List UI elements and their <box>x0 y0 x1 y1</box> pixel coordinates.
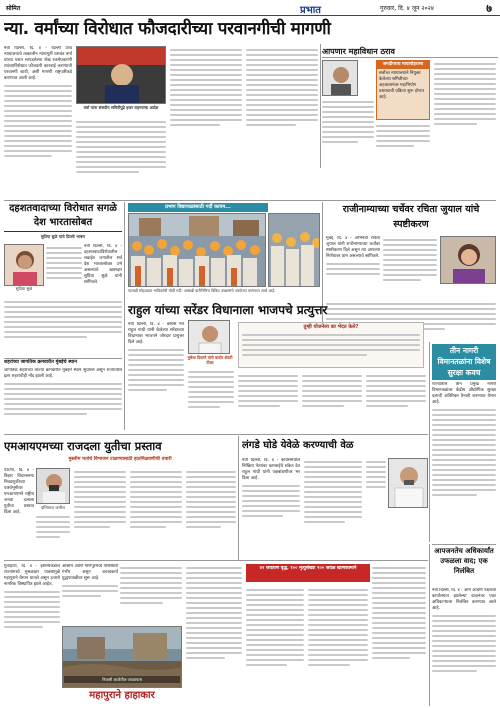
portrait-illustration <box>77 47 166 104</box>
rahul-question-text <box>239 334 423 356</box>
left-story-column-1 <box>46 244 82 296</box>
sidebar-column-1 <box>322 98 374 166</box>
divider <box>322 202 323 342</box>
top-story-lead: नवी दिल्ली, दि. ४ - दिल्ली उच्च न्यायालयाचे तत्कालीन न्यायमूर्ती यशवंत वर्मा यांच्या घरात सापडलेल्या रोख रकमेप्रकरणी त्यांच्याविरोधात फौजदारी कारवाई करण्याची परवानगी द्यावी, अशी मागणी राष्ट्रपतींकडे करण्यात आली आहे. <box>4 46 72 81</box>
divider <box>4 434 428 435</box>
mim-kicker: मुस्लीम मतांचे विभाजन टाळण्यासाठी हातमिळवणीची तयारी <box>68 457 172 462</box>
right-story-photo <box>440 236 496 284</box>
bottom-column-4 <box>186 564 242 706</box>
divider <box>429 342 430 542</box>
langde-photo <box>388 458 428 508</box>
rahul-gandhi-portrait-icon <box>389 459 428 508</box>
divider <box>432 544 496 545</box>
rahul-headline: राहुल यांच्या सरेंडर विधानाला भाजपचे प्रत्युत्तर <box>128 303 328 317</box>
bottom-column-5 <box>246 586 304 706</box>
left-sub-column <box>4 368 122 430</box>
rahul-column-5 <box>366 372 426 432</box>
divider <box>4 200 496 201</box>
rahul-question-box <box>238 322 424 368</box>
newspaper-logo: प्रभात <box>300 5 322 16</box>
center-photo-banner: प्रभाग विद्यापाळांसाठी गर्दी कायम... <box>128 203 268 212</box>
crowd-photo-2 <box>268 213 320 287</box>
top-headline: न्या. वर्मांच्या विरोधात फौजदारीच्या परवानगीची मागणी <box>4 19 331 39</box>
mim-headline: एमआयएमच्या राजदला युतीचा प्रस्ताव <box>4 439 162 453</box>
right-story-column-2 <box>383 236 437 298</box>
person-icon <box>323 61 358 96</box>
rahul-photo <box>188 320 230 354</box>
crowd-illustration <box>129 214 266 287</box>
mim-column-3 <box>74 468 126 558</box>
portrait-icon <box>5 245 44 286</box>
left-story-photo-caption: सुप्रिया सुळे <box>15 286 33 291</box>
top-story-column-2 <box>76 118 166 198</box>
left-story-photo <box>4 244 44 286</box>
center-photo-caption: पालखी सोहळ्यात भाविकांची मोठी गर्दी; आषाढी वारीनिमित्त विविध उपक्रमांचे आयोजन करण्यात आले आहे. <box>128 288 276 293</box>
mim-column-2 <box>36 513 70 558</box>
bottom-column-3 <box>120 564 182 624</box>
crowd-illustration-2 <box>269 214 320 287</box>
issue-date: गुरुवार, दि. ४ जून २०२४ <box>380 5 434 12</box>
rahul-text: नवी दिल्ली, दि. ४ - काँग्रेस नेते राहुल गांधी यांनी केलेल्या सरेंडरच्या विधानावर भाजपने जोरदार प्रत्युत्तर दिले आहे. <box>128 322 184 345</box>
sidebar-column-3 <box>434 60 496 166</box>
sidebar-column-2 <box>376 122 430 166</box>
mim-column-1 <box>4 468 34 558</box>
rahul-column-3 <box>238 372 298 432</box>
top-story-column-4 <box>246 46 318 164</box>
mim-text: पाटणा, दि. ४ - बिहार विधानसभा निवडणुकीच्या पार्श्वभूमीवर एमआयएमने राष्ट्रीय जनता दलाला युतीचा प्रस्ताव दिला आहे. <box>4 468 34 515</box>
divider <box>320 44 321 168</box>
page-number: ७ <box>486 2 492 15</box>
sidebar-box-title: जगदीपराय मायापोहराणा <box>377 61 429 69</box>
aap-column <box>432 588 496 706</box>
sidebar-kicker: आपणार महाविधान ठराव <box>322 46 498 58</box>
bottom-red-banner: ४२ जयताण वृद्ध, १०० मृत्युसंख्या ९०० जवळ खाणकामाने <box>246 564 370 582</box>
top-story-column-1 <box>4 46 72 196</box>
left-story-text: नवी दिल्ली, दि. ४ - दहशतवादाविरोधातील लढाईत जगातील सर्व देश भारतासोबत उभे असल्याचे खासदार सुप्रिया सुळे यांनी सांगितले. <box>84 244 122 285</box>
rahul-column-4 <box>302 372 362 432</box>
bottom-text-b: आसाम आणि मणिपूरमध्ये परिस्थिती गंभीर असून बचावकार्य युद्धपातळीवर सुरू आहे. <box>62 564 118 581</box>
sidebar-quote-box <box>376 60 430 120</box>
right-blue-headline: तीन नागरी विमानतळांना विशेष सुरक्षा कवच <box>432 344 496 380</box>
left-sub-headline: शहरांच्या जागतिक क्रमवारीत मुंबईचे स्थान <box>4 358 122 366</box>
rahul-column-1 <box>128 322 184 432</box>
divider <box>238 436 239 560</box>
top-story-photo-caption: वर्मा यांना संसदीय समितीपुढे हजर राहण्याचा आदेश <box>83 105 159 110</box>
masthead <box>0 0 500 16</box>
divider <box>429 544 430 706</box>
politician-portrait-icon <box>189 321 230 354</box>
rahul-question-title: तुम्ही योजनेला का भेदत केले? <box>303 324 359 330</box>
langde-column-1 <box>242 458 300 558</box>
mim-photo-caption: इम्तियाज जलील <box>41 505 65 510</box>
right-story-headline: राजीनाम्याच्या चर्चेवर रचिता जुयाल यांचे स्पष्टीकरण <box>342 204 480 230</box>
top-story-column-3 <box>170 46 242 164</box>
bottom-column-7 <box>372 564 426 706</box>
rahul-photo-caption: मुकेश दिवाणे यांचे कठोर शेवटी टीका <box>187 355 233 365</box>
langde-text: नवी दिल्ली, दि. ४ - काँग्रेसमधील निष्क्रिय नेत्यांवर कारवाईचे संकेत देत राहुल गांधी यांनी पक्षबांधणीवर भर दिला आहे. <box>242 458 300 481</box>
sidebar-photo <box>322 60 358 96</box>
flood-title: महापुराने हाहाकार <box>89 690 155 701</box>
divider <box>124 202 125 430</box>
left-story-kicker: सुप्रिया सुळे यांचे दिल्ली भाषण <box>40 234 86 239</box>
crowd-photo <box>128 213 266 287</box>
sidebar-box-text: सर्वोच्च न्यायालयाने नियुक्त केलेल्या समितीच्या अहवालानंतर महाभियोग प्रस्तावाची प्रक्रिया सुरू होणार आहे. <box>379 71 425 100</box>
bearded-man-portrait-icon <box>37 469 70 504</box>
bottom-text-a: गुवाहाटी, दि. ४ - ईशान्येकडील राज्यांमध्ये मुसळधार पावसामुळे महापुराने थैमान घातले असून हजारो नागरिक विस्थापित झाले आहेत. <box>4 564 60 587</box>
divider <box>4 560 428 561</box>
bottom-column-1 <box>4 564 60 706</box>
mim-photo <box>36 468 70 504</box>
flood-banner: निवासी शाळेतील जवळपास <box>64 676 180 683</box>
aap-text: नवी दिल्ली, दि. ४ - आम आदमी पक्षाच्या कार्यालयात झालेल्या वादानंतर एका अधिकाऱ्याला निलंबित करण्यात आले आहे. <box>432 588 496 611</box>
aap-headline: आपजनतेच अधिकार्यांत उफळला वाद; एक निलंबित <box>434 547 494 575</box>
top-story-photo <box>76 46 166 104</box>
right-story-text: मुंबई, दि. ४ - अभिनेत्री रचिता जुयाल यांनी राजीनाम्याच्या चर्चांवर स्पष्टीकरण दिले असून त्या आपल्या निर्णयावर ठाम असल्याचे सांगितले. <box>326 236 380 259</box>
woman-portrait-icon <box>441 237 496 284</box>
bottom-column-2 <box>62 564 118 624</box>
rahul-column-2 <box>188 368 234 432</box>
langde-column-3 <box>366 458 386 558</box>
right-blue-column <box>432 382 496 542</box>
mim-column-4 <box>130 468 182 558</box>
right-story-column-1 <box>326 236 380 298</box>
left-sub-text: जागतिक शहरांच्या ताज्या क्रमवारीत मुंबईने स्थान सुधारले असून राज्यातील इतर शहरांचीही नोंद झाली आहे. <box>4 368 122 379</box>
right-blue-text: राज्यातील तीन प्रमुख नागरी विमानतळांवर केंद्रीय औद्योगिक सुरक्षा दलाची अतिरिक्त तैनाती करण्यात येणार आहे. <box>432 382 496 405</box>
left-story-column-2 <box>84 244 122 296</box>
left-story-column-3 <box>4 298 122 356</box>
left-story-headline: दहशतवादाच्या विरोधात सगळे देश भारतासोबत <box>4 202 122 232</box>
langde-column-2 <box>304 458 362 558</box>
langde-headline: लंगडे घोडे येवेळे करण्याची वेळ <box>242 440 354 451</box>
mim-column-5 <box>186 468 236 558</box>
bottom-column-6 <box>308 586 368 706</box>
section-name: सोमित <box>6 5 21 12</box>
